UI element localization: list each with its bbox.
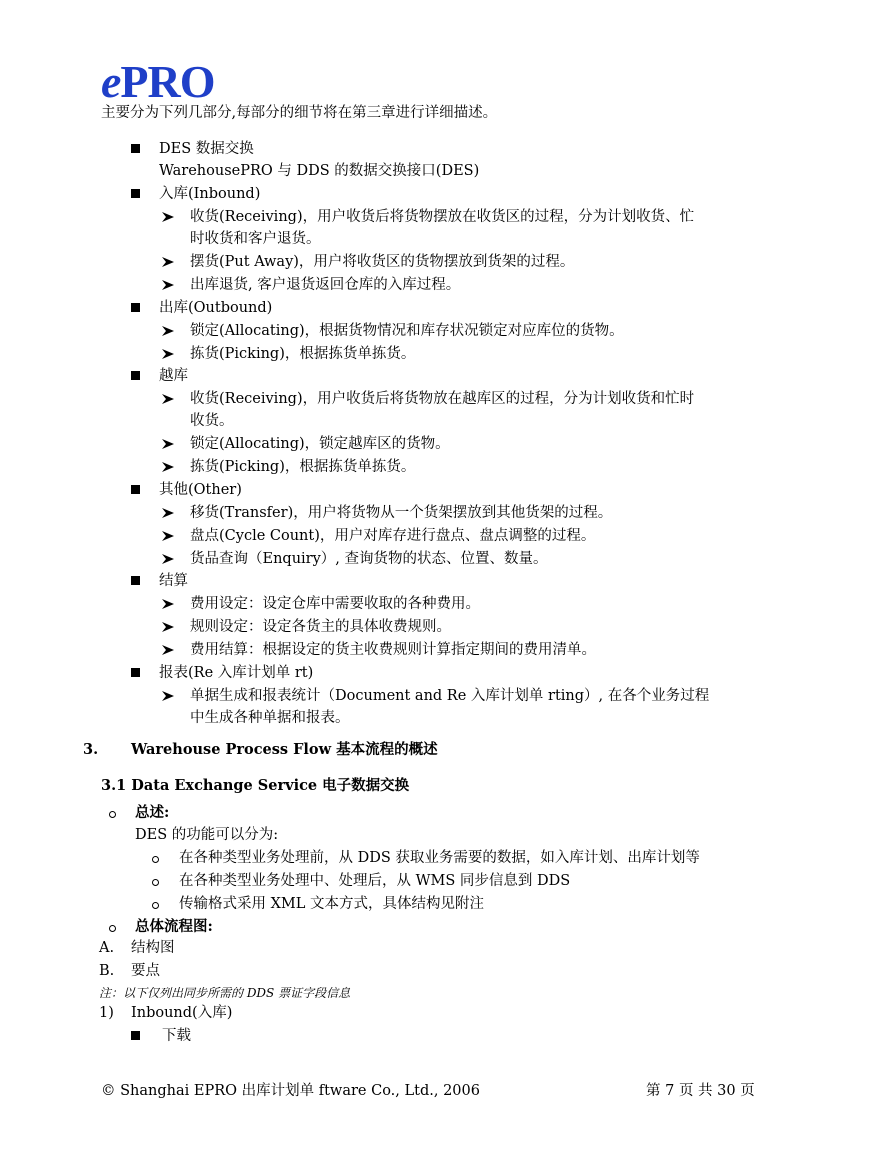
bullet-square (131, 371, 140, 380)
list-item: 摆货(Put Away)，用户将收货区的货物摆放到货架的过程。 (190, 254, 575, 270)
arrow-bullet-icon (161, 348, 175, 360)
intro-text: 主要分为下列几部分,每部分的细节将在第三章进行详细描述。 (101, 105, 498, 121)
arrow-bullet-icon (161, 507, 175, 519)
bullet-square (131, 1031, 140, 1040)
settlement-title: 结算 (159, 573, 188, 589)
arrow-bullet-icon (161, 256, 175, 268)
list-letter: A. (99, 940, 115, 956)
list-item: 规则设定：设定各货主的具体收费规则。 (190, 619, 451, 635)
circle-bullet (109, 925, 116, 932)
list-letter: B. (99, 963, 115, 979)
list-item: 费用设定：设定仓库中需要收取的各种费用。 (190, 596, 480, 612)
arrow-bullet-icon (161, 621, 175, 633)
arrow-bullet-icon (161, 690, 175, 702)
inbound-title: 入库(Inbound) (159, 186, 261, 202)
epro-logo: ePRO (101, 56, 215, 107)
list-item-continued: 中生成各种单据和报表。 (190, 710, 350, 726)
list-item: 拣货(Picking)，根据拣货单拣货。 (190, 459, 416, 475)
list-item: 移货(Transfer)，用户将货物从一个货架摆放到其他货架的过程。 (190, 505, 613, 521)
list-item: 收货(Receiving)，用户收货后将货物放在越库区的过程，分为计划收货和忙时 (190, 391, 695, 407)
arrow-bullet-icon (161, 553, 175, 565)
footer-copyright: © Shanghai EPRO 出库计划单 ftware Co., Ltd., 2006 (101, 1083, 480, 1099)
arrow-bullet-icon (161, 644, 175, 656)
list-item: 单据生成和报表统计（Document and Re 入库计划单 rting）, 在各个业务过程 (190, 688, 710, 704)
list-item: 锁定(Allocating)，锁定越库区的货物。 (190, 436, 450, 452)
arrow-bullet-icon (161, 279, 175, 291)
report-title: 报表(Re 入库计划单 rt) (159, 665, 314, 681)
des-desc: WarehousePRO 与 DDS 的数据交换接口(DES) (159, 163, 480, 179)
list-item: 拣货(Picking)，根据拣货单拣货。 (190, 346, 416, 362)
list-item: 货品查询（Enquiry）, 查询货物的状态、位置、数量。 (190, 551, 548, 567)
structure-diagram-label: 结构图 (131, 940, 175, 956)
section-heading: Warehouse Process Flow 基本流程的概述 (131, 741, 438, 758)
list-item: 传输格式采用 XML 文本方式，具体结构见附注 (179, 896, 485, 912)
bullet-square (131, 303, 140, 312)
bullet-square (131, 576, 140, 585)
list-item: 收货(Receiving)，用户收货后将货物摆放在收货区的过程，分为计划收货、忙 (190, 209, 695, 225)
note-text: 注：以下仅列出同步所需的 DDS 票证字段信息 (99, 986, 351, 1000)
list-item-continued: 时收货和客户退货。 (190, 231, 321, 247)
summary-text: DES 的功能可以分为: (135, 827, 279, 843)
footer-page-number: 第 7 页 共 30 页 (646, 1083, 755, 1099)
list-item: 盘点(Cycle Count)，用户对库存进行盘点、盘点调整的过程。 (190, 528, 596, 544)
other-title: 其他(Other) (159, 482, 242, 498)
circle-bullet (152, 856, 159, 863)
arrow-bullet-icon (161, 393, 175, 405)
outbound-title: 出库(Outbound) (159, 300, 273, 316)
arrow-bullet-icon (161, 598, 175, 610)
section-number: 3. (83, 741, 99, 758)
circle-bullet (152, 902, 159, 909)
circle-bullet (109, 811, 116, 818)
download-text: 下载 (162, 1028, 191, 1044)
bullet-square (131, 668, 140, 677)
summary-label: 总述: (135, 804, 170, 821)
des-title: DES 数据交换 (159, 141, 254, 157)
inbound-item-text: Inbound(入库) (131, 1005, 233, 1021)
arrow-bullet-icon (161, 530, 175, 542)
list-item-continued: 收货。 (190, 413, 234, 429)
key-points-label: 要点 (131, 963, 160, 979)
list-item: 锁定(Allocating)，根据货物情况和库存状况锁定对应库位的货物。 (190, 323, 624, 339)
bullet-square (131, 144, 140, 153)
bullet-square (131, 485, 140, 494)
arrow-bullet-icon (161, 461, 175, 473)
list-item: 费用结算：根据设定的货主收费规则计算指定期间的费用清单。 (190, 642, 596, 658)
list-item: 出库退货, 客户退货返回仓库的入库过程。 (190, 277, 461, 293)
list-item: 在各种类型业务处理中、处理后，从 WMS 同步信息到 DDS (179, 873, 571, 889)
arrow-bullet-icon (161, 438, 175, 450)
crossdock-title: 越库 (159, 368, 188, 384)
subsection-heading: 3.1 Data Exchange Service 电子数据交换 (101, 777, 410, 794)
circle-bullet (152, 879, 159, 886)
list-item: 在各种类型业务处理前，从 DDS 获取业务需要的数据，如入库计划、出库计划等 (179, 850, 700, 866)
arrow-bullet-icon (161, 325, 175, 337)
list-number: 1) (99, 1005, 114, 1021)
arrow-bullet-icon (161, 211, 175, 223)
flowchart-label: 总体流程图: (135, 918, 213, 935)
bullet-square (131, 189, 140, 198)
